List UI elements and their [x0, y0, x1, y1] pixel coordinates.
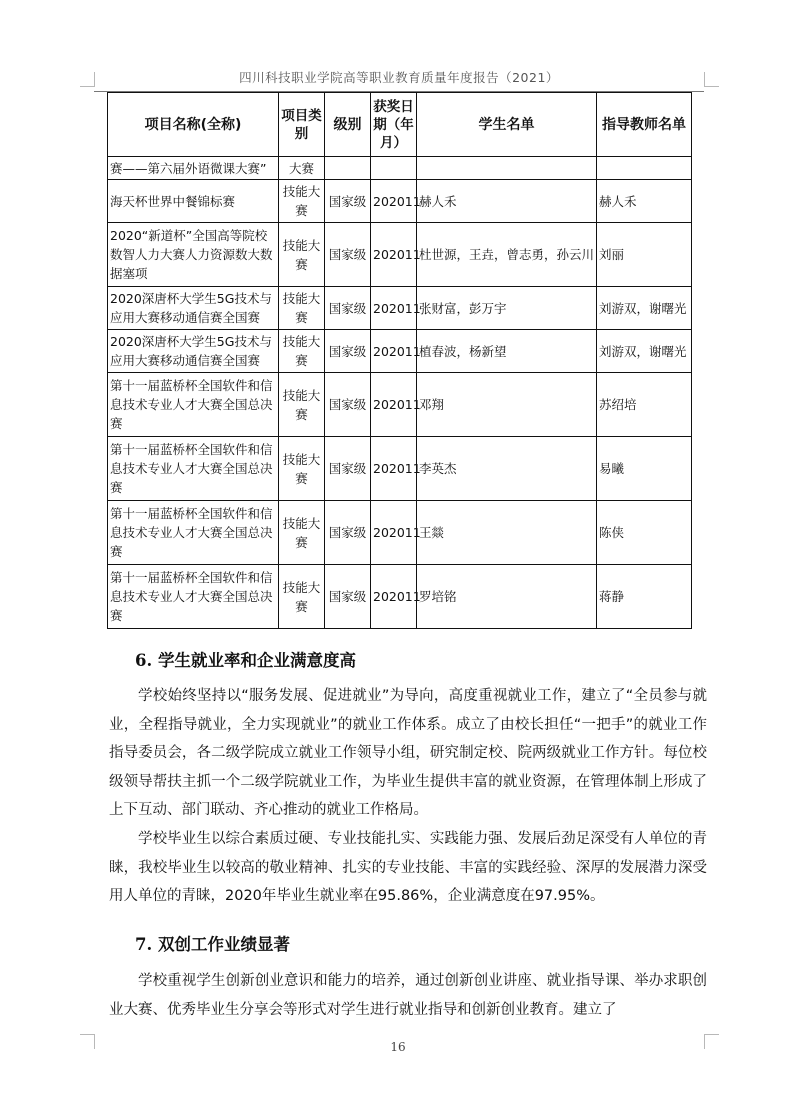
header-award-date: 获奖日期（年月）	[371, 93, 417, 157]
table-row	[108, 157, 692, 180]
cell-project-name: 2020深唐杯大学生5G技术与应用大赛移动通信赛全国赛	[108, 330, 279, 373]
cell-category: 技能大赛	[279, 223, 325, 287]
header-students: 学生名单	[417, 93, 597, 157]
cell-students: 植春波，杨新望	[417, 330, 597, 373]
cell-students: 邓翔	[417, 373, 597, 437]
cell-category: 大赛	[279, 157, 325, 180]
cell-category: 技能大赛	[279, 437, 325, 501]
cell-level	[325, 157, 371, 180]
cell-level: 国家级	[325, 437, 371, 501]
cell-teachers	[597, 157, 692, 180]
page-header: 四川科技职业学院高等职业教育质量年度报告（2021）	[94, 68, 704, 92]
cell-category: 技能大赛	[279, 565, 325, 629]
cell-project-name: 2020深唐杯大学生5G技术与应用大赛移动通信赛全国赛	[108, 287, 279, 330]
table-header-row	[108, 93, 692, 157]
cell-teachers: 易曦	[597, 437, 692, 501]
cell-date: 202011	[371, 373, 417, 437]
cell-teachers: 苏绍培	[597, 373, 692, 437]
cell-students: 杜世源，王垚，曾志勇，孙云川	[417, 223, 597, 287]
cell-project-name: 2020“新道杯”全国高等院校数智人力大赛人力资源数大数据塞项	[108, 223, 279, 287]
cell-category: 技能大赛	[279, 287, 325, 330]
cell-project-name: 赛——第六届外语微课大赛”	[108, 157, 279, 180]
cell-project-name: 第十一届蓝桥杯全国软件和信息技术专业人才大赛全国总决赛	[108, 565, 279, 629]
cell-project-name: 第十一届蓝桥杯全国软件和信息技术专业人才大赛全国总决赛	[108, 501, 279, 565]
cell-teachers: 刘游双，谢曙光	[597, 287, 692, 330]
cell-students: 赫人禾	[417, 180, 597, 223]
cell-teachers: 赫人禾	[597, 180, 692, 223]
table-row	[108, 223, 692, 287]
cell-teachers: 陈侠	[597, 501, 692, 565]
crop-mark-top-left	[80, 72, 95, 87]
awards-table	[107, 92, 692, 629]
cell-date: 202011	[371, 437, 417, 501]
cell-date: 202011	[371, 287, 417, 330]
cell-level: 国家级	[325, 330, 371, 373]
cell-category: 技能大赛	[279, 180, 325, 223]
cell-level: 国家级	[325, 373, 371, 437]
cell-students: 罗培铭	[417, 565, 597, 629]
header-project-name: 项目名称(全称)	[108, 93, 279, 157]
cell-students: 张财富，彭万宇	[417, 287, 597, 330]
cell-category: 技能大赛	[279, 373, 325, 437]
cell-level: 国家级	[325, 287, 371, 330]
table-row	[108, 437, 692, 501]
cell-date	[371, 157, 417, 180]
section-6-paragraph-2: 学校毕业生以综合素质过硬、专业技能扎实、实践能力强、发展后劲足深受有人单位的青睐，我校毕业生以较高的敬业精神、扎实的专业技能、丰富的实践经验、深厚的发展潜力深受用人单位的青睐，2020年毕业生就业率在95.86%，企业满意度在97.95%。	[109, 831, 707, 904]
cell-date: 202011	[371, 330, 417, 373]
crop-mark-top-right	[704, 72, 719, 87]
cell-project-name: 第十一届蓝桥杯全国软件和信息技术专业人才大赛全国总决赛	[108, 437, 279, 501]
cell-project-name: 第十一届蓝桥杯全国软件和信息技术专业人才大赛全国总决赛	[108, 373, 279, 437]
cell-date: 202011	[371, 565, 417, 629]
cell-project-name: 海天杯世界中餐锦标赛	[108, 180, 279, 223]
header-teachers: 指导教师名单	[597, 93, 692, 157]
cell-level: 国家级	[325, 501, 371, 565]
table-row	[108, 501, 692, 565]
header-category: 项目类别	[279, 93, 325, 157]
section-7-paragraph-1: 学校重视学生创新创业意识和能力的培养，通过创新创业讲座、就业指导课、举办求职创业大赛、优秀毕业生分享会等形式对学生进行就业指导和创新创业教育。建立了	[109, 973, 707, 1018]
table-row	[108, 373, 692, 437]
section-6-title: 6. 学生就业率和企业满意度高	[135, 651, 356, 670]
cell-students: 李英杰	[417, 437, 597, 501]
cell-category: 技能大赛	[279, 501, 325, 565]
header-level: 级别	[325, 93, 371, 157]
cell-date: 202011	[371, 180, 417, 223]
table-row	[108, 565, 692, 629]
cell-teachers: 刘游双，谢曙光	[597, 330, 692, 373]
cell-students: 王燚	[417, 501, 597, 565]
table-row	[108, 287, 692, 330]
cell-level: 国家级	[325, 223, 371, 287]
cell-students	[417, 157, 597, 180]
cell-date: 202011	[371, 223, 417, 287]
cell-teachers: 蒋静	[597, 565, 692, 629]
page-number: 16	[390, 1040, 406, 1054]
cell-level: 国家级	[325, 565, 371, 629]
section-6-paragraph-1: 学校始终坚持以“服务发展、促进就业”为导向，高度重视就业工作，建立了“全员参与就业，全程指导就业，全力实现就业”的就业工作体系。成立了由校长担任“一把手”的就业工作指导委员会，各二级学院成立就业工作领导小组，研究制定校、院两级就业工作方针。每位校级领导帮扶主抓一个二级学院就业工作，为毕业生提供丰富的就业资源，在管理体制上形成了上下互动、部门联动、齐心推动的就业工作格局。	[109, 688, 707, 818]
cell-category: 技能大赛	[279, 330, 325, 373]
cell-date: 202011	[371, 501, 417, 565]
table-row	[108, 330, 692, 373]
cell-level: 国家级	[325, 180, 371, 223]
cell-teachers: 刘丽	[597, 223, 692, 287]
table-row	[108, 180, 692, 223]
section-7-title: 7. 双创工作业绩显著	[135, 935, 290, 954]
